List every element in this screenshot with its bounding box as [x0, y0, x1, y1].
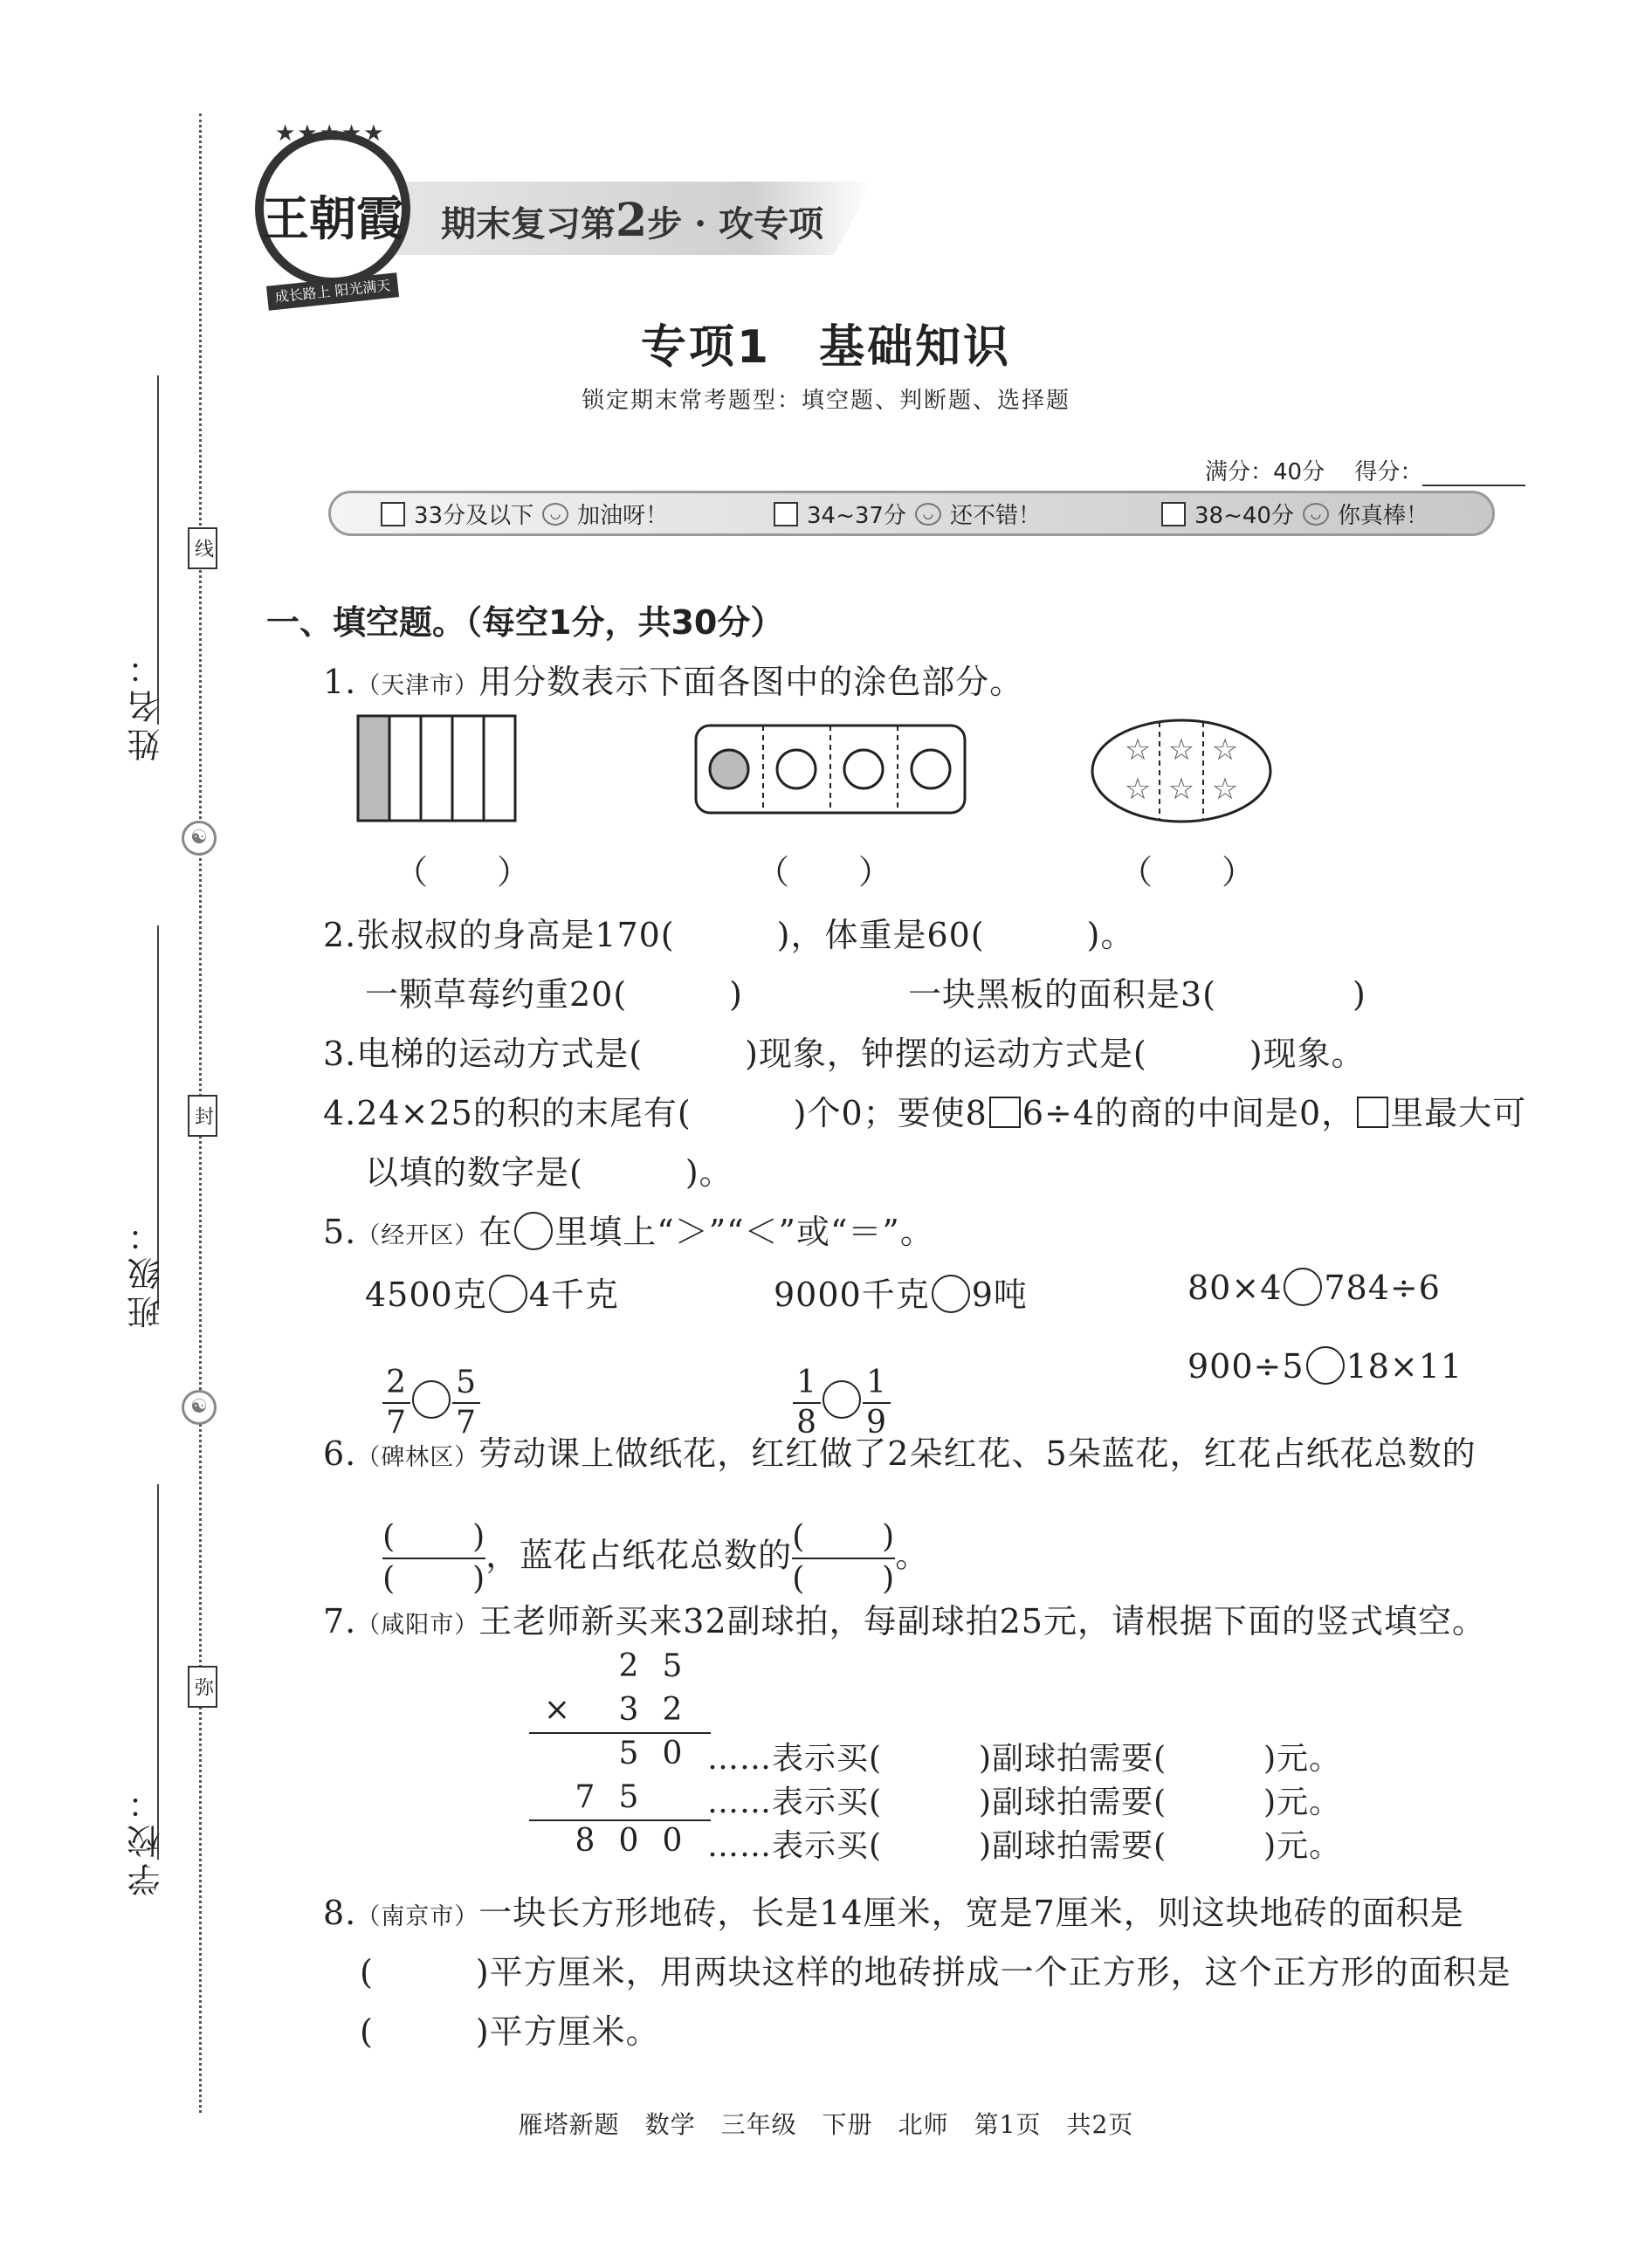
question-3: 3.电梯的运动方式是( )现象，钟摆的运动方式是( )现象。 — [323, 1035, 1366, 1073]
fraction: $\frac{1}{9}$ — [863, 1364, 891, 1442]
fraction: $\frac{2}{7}$ — [382, 1364, 410, 1442]
square-box-icon — [989, 1097, 1021, 1128]
figure-stars-oval — [1087, 714, 1279, 828]
star-icons: ★★★★★ — [275, 120, 386, 147]
calc-row-text: ……表示买( )副球拍需要( )元。 — [707, 1828, 1342, 1864]
question-2-c: 一块黑板的面积是3( ) — [908, 975, 1366, 1014]
calc-line — [529, 1819, 711, 1821]
fraction-blank[interactable]: ( ) ( ) — [792, 1517, 895, 1599]
grade-option[interactable]: 38~40分 ◡ 你真棒！ — [1161, 498, 1428, 530]
school-label: 学校： — [127, 1781, 166, 1896]
swirl-icon: ☯ — [182, 1390, 217, 1425]
page-subtitle: 锁定期末常考题型：填空题、判断题、选择题 — [581, 388, 1070, 414]
figure-circles — [692, 721, 971, 817]
score-line — [1205, 454, 1525, 486]
compare-item: 80×4 784÷6 — [1187, 1269, 1441, 1307]
fraction: $\frac{5}{7}$ — [452, 1364, 480, 1442]
calc-digit: 3 — [618, 1692, 639, 1728]
fold-mark: 弥 — [188, 1666, 217, 1708]
calc-line — [529, 1732, 711, 1734]
calc-digit: 5 — [662, 1648, 683, 1684]
page-title: 专项1 基础知识 — [640, 321, 1012, 374]
class-label: 班级： — [127, 1214, 166, 1329]
question-7: 7.（咸阳市）王老师新买来32副球拍，每副球拍25元，请根据下面的竖式填空。 — [323, 1602, 1486, 1640]
compare-item: 9000千克 9吨 — [774, 1276, 1028, 1314]
svg-text:☆: ☆ — [1167, 732, 1195, 767]
grade-option[interactable]: 34~37分 ◡ 还不错！ — [774, 498, 1041, 530]
question-4-b: 以填的数字是( )。 — [365, 1153, 733, 1192]
full-score: 满分：40分 — [1205, 459, 1325, 485]
score-label: 得分： — [1354, 459, 1423, 485]
compare-circle[interactable] — [932, 1275, 970, 1313]
compare-item-fraction — [360, 1325, 480, 1442]
compare-item: 4500克 4千克 — [365, 1276, 619, 1314]
swirl-icon: ☯ — [182, 821, 217, 856]
calc-digit: 0 — [662, 1823, 683, 1859]
answer-blank[interactable]: （ ） — [756, 853, 893, 891]
question-6: 6.（碑林区）劳动课上做纸花，红红做了2朵红花、5朵蓝花，红花占纸花总数的 — [323, 1434, 1476, 1473]
fraction: $\frac{1}{8}$ — [793, 1364, 821, 1442]
page-footer: 雁塔新题 数学 三年级 下册 北师 第1页 共2页 — [518, 2110, 1134, 2139]
face-icon: ◡ — [542, 503, 568, 526]
logo-name: 王朝霞 — [262, 190, 403, 246]
answer-blank[interactable]: （ ） — [395, 853, 532, 891]
figure-rectangle-strips — [349, 712, 533, 825]
banner-text: 期末复习第2步 · 攻专项 — [441, 194, 823, 247]
question-6-b: ( ) ( ) ，蓝花占纸花总数的 ( ) ( ) 。 — [360, 1479, 929, 1599]
line-mark: 线 — [188, 527, 217, 569]
svg-text:☆: ☆ — [1167, 772, 1195, 807]
question-8-c: ( )平方厘米。 — [360, 2012, 660, 2051]
square-box-icon — [1357, 1097, 1388, 1128]
section-title: 一、填空题。（每空1分，共30分） — [266, 603, 784, 642]
svg-text:☆: ☆ — [1211, 732, 1239, 767]
face-icon: ◡ — [915, 503, 941, 526]
svg-text:☆: ☆ — [1124, 732, 1152, 767]
calc-digit: 0 — [618, 1823, 639, 1859]
compare-circle-icon — [514, 1212, 553, 1250]
logo-slogan: 成长路上 阳光满天 — [266, 272, 399, 311]
question-8-b: ( )平方厘米，用两块这样的地砖拼成一个正方形，这个正方形的面积是 — [360, 1953, 1511, 1991]
compare-circle[interactable] — [1306, 1346, 1345, 1385]
question-5: 5.（经开区）在 里填上“＞”“＜”或“＝”。 — [323, 1213, 934, 1251]
checkbox-icon[interactable] — [381, 502, 405, 526]
calc-digit: 5 — [618, 1736, 639, 1771]
calc-digit: 7 — [575, 1779, 595, 1815]
checkbox-icon[interactable] — [1161, 502, 1186, 526]
compare-circle[interactable] — [412, 1380, 451, 1419]
compare-item: 900÷5 18×11 — [1187, 1347, 1463, 1386]
svg-text:☆: ☆ — [1124, 772, 1152, 807]
calc-row-text: ……表示买( )副球拍需要( )元。 — [707, 1785, 1342, 1820]
calc-times: × — [543, 1692, 571, 1728]
seal-mark: 封 — [188, 1095, 217, 1137]
calc-digit: 0 — [662, 1736, 683, 1771]
compare-circle[interactable] — [489, 1275, 527, 1313]
fraction-blank[interactable]: ( ) ( ) — [382, 1517, 485, 1599]
question-4: 4.24×25的积的末尾有( )个0；要使8 6÷4的商的中间是0， 里最大可 — [323, 1094, 1527, 1132]
question-8: 8.（南京市）一块长方形地砖，长是14厘米，宽是7厘米，则这块地砖的面积是 — [323, 1894, 1464, 1932]
face-icon: ◡ — [1303, 503, 1329, 526]
svg-text:☆: ☆ — [1211, 772, 1239, 807]
score-blank[interactable] — [1422, 485, 1525, 486]
calc-digit: 8 — [575, 1823, 595, 1859]
compare-circle[interactable] — [1284, 1268, 1322, 1306]
calc-digit: 5 — [618, 1779, 639, 1815]
question-2-b: 一颗草莓约重20( ) — [365, 975, 744, 1014]
calc-digit: 2 — [662, 1692, 683, 1728]
calc-digit: 2 — [618, 1648, 639, 1684]
compare-item-fraction — [770, 1325, 891, 1442]
question-1: 1.（天津市）用分数表示下面各图中的涂色部分。 — [323, 663, 1024, 701]
name-label: 姓名： — [127, 646, 166, 761]
question-2: 2.张叔叔的身高是170( )，体重是60( )。 — [323, 916, 1135, 954]
grade-option[interactable]: 33分及以下 ◡ 加油呀！ — [381, 498, 668, 530]
answer-blank[interactable]: （ ） — [1119, 853, 1256, 891]
checkbox-icon[interactable] — [774, 502, 798, 526]
calc-row-text: ……表示买( )副球拍需要( )元。 — [707, 1741, 1342, 1777]
compare-circle[interactable] — [823, 1380, 861, 1419]
